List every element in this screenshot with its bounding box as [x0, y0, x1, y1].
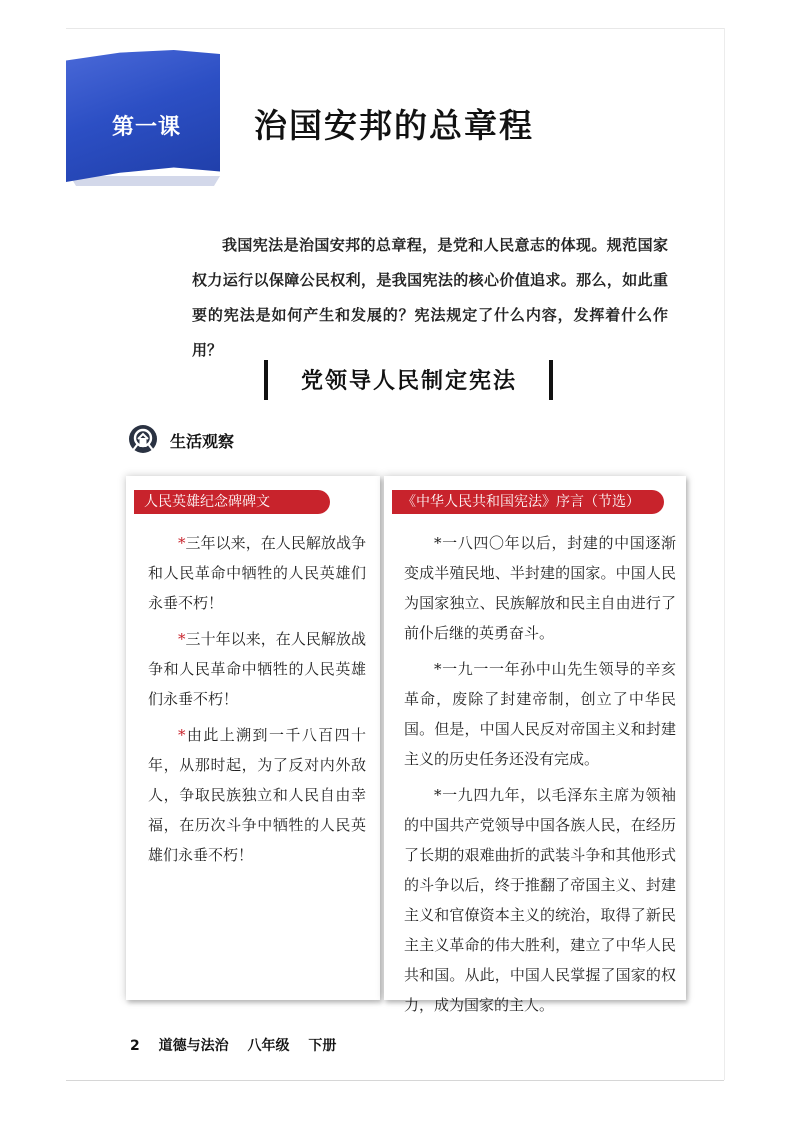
lesson-label: 第一课 [112, 115, 182, 140]
page-footer [130, 1035, 350, 1055]
preamble-paragraph: *一九一一年孙中山先生领导的辛亥革命，废除了封建帝制，创立了中华民国。但是，中国人民反对帝国主义和封建主义的历史任务还没有完成。 [404, 660, 676, 768]
constitution-preamble-tag: 《中华人民共和国宪法》序言（节选） [392, 490, 664, 514]
asterisk-marker: * [434, 660, 442, 678]
constitution-preamble-card [384, 476, 686, 1014]
section-bar-right [549, 360, 553, 400]
page-edge-right [724, 28, 725, 1080]
preamble-paragraph: *一九四九年，以毛泽东主席为领袖的中国共产党领导中国各族人民，在经历了长期的艰难曲折的武装斗争和其他形式的斗争以后，终于推翻了帝国主义、封建主义和官僚资本主义的统治，取得了新民主主义革命的伟大胜利，建立了中华人民共和国。从此，中国人民掌握了国家的权力，成为国家的主人。 [404, 786, 676, 1014]
constitution-preamble-body [404, 528, 676, 1026]
asterisk-marker: * [434, 786, 442, 804]
lesson-title: 治国安邦的总章程 [254, 106, 534, 145]
page-edge-top [66, 28, 724, 29]
inscription-paragraph: *三十年以来，在人民解放战争和人民革命中牺牲的人民英雄们永垂不朽！ [148, 630, 366, 708]
activity-label: 生活观察 [170, 432, 235, 451]
inscription-paragraph: *三年以来，在人民解放战争和人民革命中牺牲的人民英雄们永垂不朽！ [148, 534, 366, 612]
monument-inscription-body [148, 528, 366, 876]
monument-inscription-card [126, 476, 380, 1000]
intro-paragraph: 我国宪法是治国安邦的总章程，是党和人民意志的体现。规范国家权力运行以保障公民权利，是我国宪法的核心价值追求。那么，如此重要的宪法是如何产生和发展的？宪法规定了什么内容，发挥着什么作用？ [192, 236, 668, 359]
section-title: 党领导人民制定宪法 [300, 369, 517, 394]
page-number: 2 [130, 1038, 140, 1054]
asterisk-marker: * [178, 726, 186, 744]
lesson-banner-shadow [70, 176, 220, 186]
footer-grade: 八年级 [247, 1038, 290, 1054]
asterisk-marker: * [178, 534, 186, 552]
inscription-paragraph: *由此上溯到一千八百四十年，从那时起，为了反对内外敌人，争取民族独立和人民自由幸福，在历次斗争中牺牲的人民英雄们永垂不朽！ [148, 726, 366, 864]
asterisk-marker: * [434, 534, 442, 552]
footer-volume: 下册 [308, 1038, 337, 1054]
observation-icon [128, 424, 158, 454]
footer-subject: 道德与法治 [158, 1038, 229, 1054]
preamble-paragraph: *一八四〇年以后，封建的中国逐渐变成半殖民地、半封建的国家。中国人民为国家独立、民族解放和民主自由进行了前仆后继的英勇奋斗。 [404, 534, 676, 642]
monument-inscription-tag: 人民英雄纪念碑碑文 [134, 490, 330, 514]
page-edge-bottom [66, 1080, 724, 1081]
section-bar-left [264, 360, 268, 400]
asterisk-marker: * [178, 630, 186, 648]
